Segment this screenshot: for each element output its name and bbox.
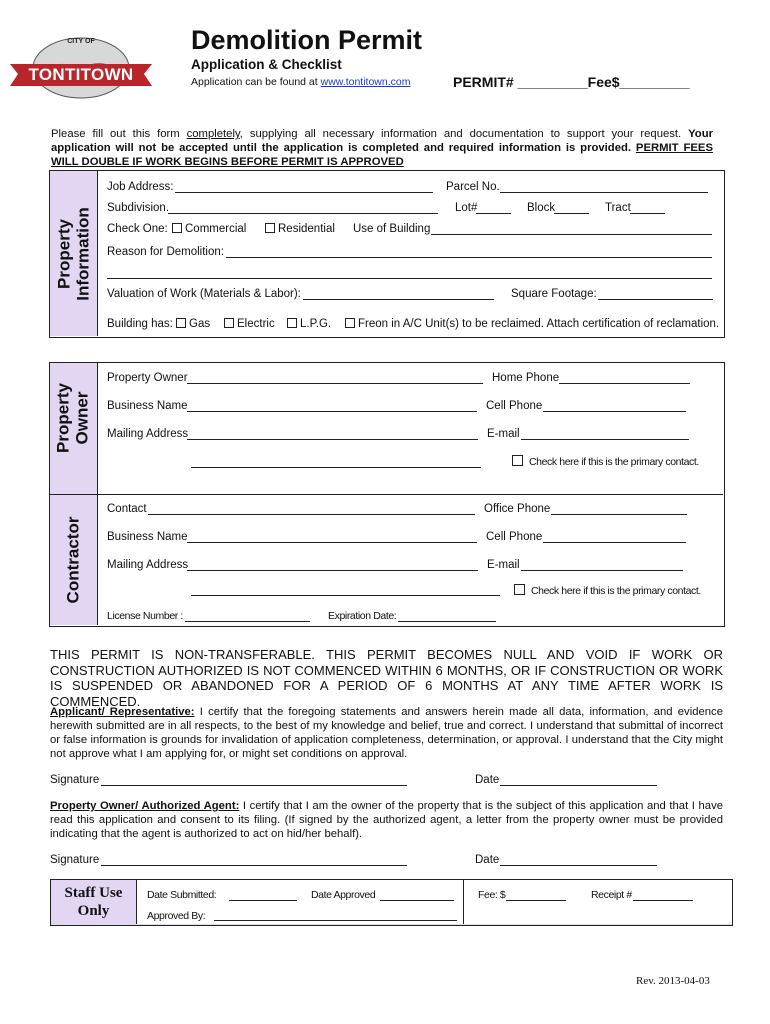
office-phone-label: Office Phone [484,503,551,515]
fee-field[interactable] [506,900,566,901]
contractor-mailing-address-label: Mailing Address [107,559,189,571]
intro-paragraph [51,127,713,169]
reason-label: Reason for Demolition: [107,246,224,258]
owner-cell-phone-field[interactable] [543,411,686,412]
electric-checkbox[interactable] [224,318,234,328]
building-has-label: Building has: [107,318,173,330]
receipt-label: Receipt # [591,889,632,901]
contractor-mailing-address-line2[interactable] [191,595,500,596]
date-submitted-label: Date Submitted: [147,889,217,901]
agent-date-field[interactable] [500,865,657,866]
commercial-label: Commercial [185,223,247,235]
contractor-mailing-address-field[interactable] [187,570,478,571]
property-owner-label [54,336,94,501]
lot-label: Lot# [455,202,478,214]
contact-label: Contact [107,503,147,515]
lpg-checkbox[interactable] [287,318,297,328]
square-footage-field[interactable] [598,299,713,300]
gas-option[interactable] [176,317,210,331]
owner-business-name-field[interactable] [187,411,477,412]
owner-mailing-address-label: Mailing Address [107,428,189,440]
residential-label: Residential [278,223,335,235]
tract-field[interactable] [630,213,665,214]
owner-primary-contact-option[interactable] [512,455,699,469]
owner-mailing-address-line2[interactable] [191,467,481,468]
contractor-primary-contact-option[interactable] [514,584,701,598]
applicant-date-field[interactable] [500,785,657,786]
logo-city-name: TONTITOWN [28,65,134,84]
agent-signature-label: Signature [50,854,100,866]
residential-option[interactable] [265,222,335,236]
owner-label-line2: Owner [72,391,92,445]
office-phone-field[interactable] [551,514,687,515]
date-submitted-field[interactable] [229,900,297,901]
contact-field[interactable] [148,514,475,515]
reason-field-line2[interactable] [107,278,712,279]
owner-cell-phone-label: Cell Phone [486,400,543,412]
applicant-signature-label: Signature [50,774,100,786]
contractor-email-field[interactable] [521,570,683,571]
staff-label-line2: Only [77,903,110,919]
block-field[interactable] [554,213,589,214]
owner-email-label: E-mail [487,428,520,440]
staff-use-label [51,884,136,920]
receipt-field[interactable] [633,900,693,901]
intro-text: Please fill out this form [51,128,187,140]
side-label-line1: Property [54,219,74,289]
agent-text: I certify that I am the owner of the property that is the subject of this application and that I have read this application and consent to its filing. (If signed by the authorized agent, a letter from the property owner must be provided indicating that the agent is authorized to act on hid/her behalf). [50,800,723,840]
valuation-field[interactable] [303,299,494,300]
intro-fee-warning: PERMIT FEES WILL DOUBLE IF WORK BEGINS BEFORE PERMIT IS APPROVED [51,142,713,168]
freon-checkbox[interactable] [345,318,355,328]
agent-signature-field[interactable] [101,865,407,866]
intro-text-rest: , supplying all necessary information and documentation to support your request. [239,128,689,140]
applicant-heading: Applicant/ Representative: [50,706,195,718]
date-approved-field[interactable] [380,900,454,901]
freon-option[interactable] [345,317,719,331]
license-number-label: License Number : [107,610,183,622]
tract-label: Tract [605,202,631,214]
contractor-primary-contact-checkbox[interactable] [514,584,525,595]
contractor-business-name-field[interactable] [187,542,477,543]
gas-checkbox[interactable] [176,318,186,328]
applicant-statement [50,705,723,761]
commercial-option[interactable] [172,222,246,236]
subdivision-field[interactable] [168,213,438,214]
electric-label: Electric [237,318,275,330]
owner-primary-contact-checkbox[interactable] [512,455,523,466]
lpg-label: L.P.G. [300,318,332,330]
intro-bold: Your application will not be accepted until the application is completed and required information is provided. [51,128,714,154]
subdivision-label: Subdivision. [107,202,170,214]
residential-checkbox[interactable] [265,223,275,233]
owner-mailing-address-field[interactable] [187,439,478,440]
job-address-label: Job Address: [107,181,174,193]
revision-label: Rev. 2013-04-03 [636,975,710,987]
check-one-label: Check One: [107,223,168,235]
owner-email-field[interactable] [521,439,689,440]
permit-fee-label: PERMIT# _________Fee$_________ [453,74,690,90]
use-of-building-field[interactable] [431,234,712,235]
home-phone-field[interactable] [559,383,690,384]
property-owner-field-label: Property Owner [107,372,188,384]
freon-label: Freon in A/C Unit(s) to be reclaimed. Attach certification of reclamation. [358,318,720,330]
agent-heading: Property Owner/ Authorized Agent: [50,800,240,812]
applicant-text: I certify that the foregoing statements and answers herein made all data, information, and evidence herewith submitted are in all respects, to the best of my knowledge and belief, true and correct. I understand that submittal of incorrect or false information is grounds for invalidation of application completeness, determination, or approval. I understand that the City might not approve what I am applying for, or might set conditions on approval. [50,706,723,760]
staff-label-line1: Staff Use [64,885,123,901]
agent-statement [50,799,723,841]
page-subtitle: Application & Checklist [191,57,342,72]
date-approved-label: Date Approved [311,889,376,901]
home-phone-label: Home Phone [492,372,560,384]
lot-field[interactable] [476,213,511,214]
contractor-business-name-label: Business Name [107,531,188,543]
approved-by-field[interactable] [214,920,457,921]
parcel-no-label: Parcel No. [446,181,500,193]
staff-divider [463,880,464,924]
expiration-date-field[interactable] [398,621,496,622]
job-address-field[interactable] [175,192,433,193]
block-label: Block [527,202,556,214]
expiration-date-label: Expiration Date: [328,610,397,622]
logo-top-text: CITY OF [67,38,95,45]
contractor-cell-phone-label: Cell Phone [486,531,543,543]
owner-label-line1: Property [53,383,73,453]
reason-field[interactable] [226,257,712,258]
staff-use-inner [136,880,732,924]
contractor-cell-phone-field[interactable] [543,542,686,543]
owner-primary-contact-label: Check here if this is the primary contact. [529,456,699,468]
intro-emphasis: completely [186,128,240,140]
license-number-field[interactable] [185,621,310,622]
property-owner-field[interactable] [187,383,483,384]
square-footage-label: Square Footage: [511,288,597,300]
side-label-line2: Information [73,207,93,301]
contractor-label: Contractor [63,516,83,604]
section-divider [50,494,723,495]
contractor-primary-contact-label: Check here if this is the primary contact. [531,585,701,597]
applicant-signature-field[interactable] [101,785,407,786]
electric-option[interactable] [224,317,275,331]
use-of-building-label: Use of Building [353,223,431,235]
parcel-no-field[interactable] [500,192,708,193]
city-logo [6,34,156,106]
commercial-checkbox[interactable] [172,223,182,233]
gas-label: Gas [189,318,211,330]
website-link[interactable]: www.tontitown.com [320,76,411,88]
fee-label: Fee: $ [478,889,506,901]
found-at-text [191,76,410,88]
non-transferable-notice: THIS PERMIT IS NON-TRANSFERABLE. THIS PERMIT BECOMES NULL AND VOID IF WORK OR CONSTRUCTION AUTHORIZED IS NOT COMMENCED WITHIN 6 MONTHS, OR IF CONSTRUCTION OR WORK IS SUSPENDED OR ABANDONED FOR A PERIOD OF 6 MONTHS AT ANY TIME AFTER WORK IS COMMENCED. [50,647,723,709]
property-information-label [55,172,93,337]
lpg-option[interactable] [287,317,331,331]
approved-by-label: Approved By: [147,910,206,922]
page-title: Demolition Permit [191,25,423,55]
owner-business-name-label: Business Name [107,400,188,412]
valuation-label: Valuation of Work (Materials & Labor): [107,288,301,300]
agent-date-label: Date [475,854,500,866]
found-at-prefix: Application can be found at [191,76,321,88]
contractor-email-label: E-mail [487,559,520,571]
applicant-date-label: Date [475,774,500,786]
